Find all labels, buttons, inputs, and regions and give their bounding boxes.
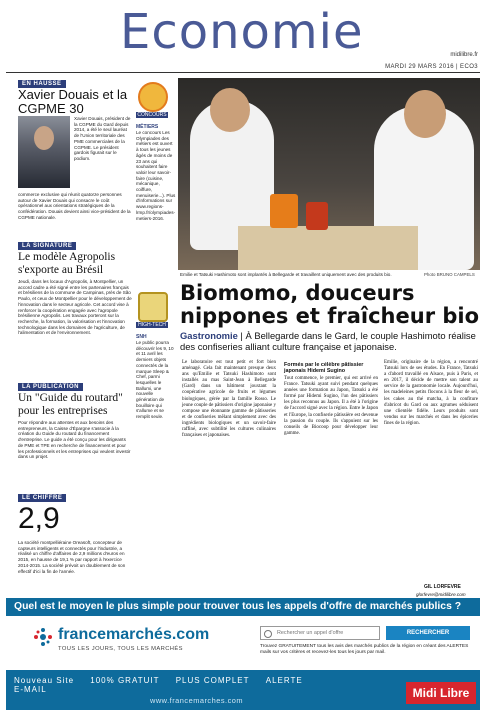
concours-heading: MÉTIERS	[136, 124, 159, 130]
photo-caption: Emilie et Tatsuki Hashimoto sont implantés à Bellegarde et travaillent uniquement avec des produits bio.	[180, 272, 392, 277]
chiffre-number: 2,9	[18, 502, 60, 535]
photo-head-left	[210, 88, 250, 132]
hightech-brief	[136, 334, 176, 420]
hausse-title: Xavier Douais et la CGPME 30	[18, 87, 128, 116]
search-icon	[264, 630, 272, 638]
masthead-rule	[6, 72, 480, 73]
photo-jar-red	[306, 202, 328, 230]
byline: GIL LORFEVRE	[424, 584, 461, 590]
trophy-icon	[138, 82, 168, 112]
concours-text: Le concours Les Olympiades des métiers est ouvert à tous les jeunes âgés de moins de 23 ans qui souhaitent faire valoir leur savoir-faire (cuisine, mécanique, coiffure, menuiserie...). Plus d'informations sur www.regions-lrmp.fr/olympiades-metiers-2016.	[136, 130, 176, 221]
article-column-1: Le laboratoire est tout petit et fort bien aménagé. Cela fait maintenant presque deux ans qu'Emilie et Tatsuki Hashimoto sont installés au mas Saint-Jean à Bellegarde (Gard) dans un bâtiment jouxtant la coopérative agricole de fruits et légumes biologiques, gérée par la famille Rosso. Le jeune couple de pâtissiers d'origine japonaise y compose une étonnante gamme de pâtisseries et de confiseries mêlant simplement avec des ingrédients biologiques et un savoir-faire raffiné, avec subtilité les cultures culinaires françaises et japonaises.	[182, 360, 276, 439]
ad-banner-text: Quel est le moyen le plus simple pour trouver tous les appels d'offre de marchés publics ?	[14, 601, 462, 612]
article-subhead: Formés par le célèbre pâtissier japonais Hidemi Sugino	[284, 362, 364, 374]
flag-logo-icon	[30, 624, 56, 650]
article-kicker: Gastronomie	[180, 330, 238, 341]
section-title: Economie	[120, 4, 364, 60]
hausse-text: Xavier Douais, président de la CGPME du Gard depuis 2014, a été le seul lauréat de l'Union territoriale des PME commerciales de la CGPME. Le président gardois figurait sur le podium.	[74, 116, 131, 161]
concours-brief	[136, 124, 176, 221]
photo-jar-orange	[270, 194, 298, 228]
photo-table	[238, 226, 418, 270]
article-column-3: Emilie, originaire de la région, a rencontré Tatsuki lors de ses études. En France, Tatsuki a d'abord travaillé en Alsace, puis à Paris, et en 2017, il décide de mettre son talent au service de la gastronomie locale. Aujourd'hui, les madeleines petits flocons à la fleur de sel, les cakes au thé matcha, à la confiture d'abricot du Gard ou aux agrumes séduisent une clientèle fidèle. Leurs produits sont vendus sur les marchés et dans les épiceries fines de la région.	[384, 360, 478, 426]
issue-date: MARDI 29 MARS 2016 | ECO3	[385, 64, 478, 70]
ad-url[interactable]: www.francemarches.com	[150, 696, 244, 705]
hightech-label: HIGH-TECH	[136, 322, 168, 328]
ad-feature: PLUS COMPLET	[175, 676, 250, 685]
chip-icon	[138, 292, 168, 322]
concours-label: CONCOURS	[137, 112, 167, 118]
article-photo	[178, 78, 480, 270]
article-standfirst	[180, 330, 480, 352]
photo-credit: Photo BRUNO CAMPELS	[424, 272, 475, 277]
standfirst-text: | À Bellegarde dans le Gard, le couple Hashimoto réalise des confiseries alliant culture française et japonaise.	[180, 330, 476, 352]
signature-title: Le modèle Agropolis s'exporte au Brésil	[18, 251, 116, 276]
ad-feature: 100% GRATUIT	[90, 676, 160, 685]
article-headline: Biomomo, douceurs nippones et fraîcheur bio	[180, 281, 480, 328]
publication-text: Pour répondre aux attentes et aux besoins des entrepreneurs, la Caisse d'Épargne s'associe à la création du Guide du routard du financement d'entreprise. Le guide a été conçu pour les dirigeants de PME et TPE en recherche de financement et pour les professionnels et les entreprises qui veulent investir dans un projet.	[18, 420, 131, 460]
hightech-heading: SNH	[136, 334, 147, 340]
photo-head-right	[404, 90, 446, 138]
site-name: midilibre.fr	[450, 52, 478, 58]
portrait-face	[34, 126, 54, 150]
publication-title: Un "Guide du routard" pour les entreprises	[18, 392, 123, 417]
ad-feature: ALERTE E-MAIL	[14, 676, 303, 694]
publication-tag: LA PUBLICATION	[18, 383, 83, 391]
ad-search-button[interactable]: RECHERCHER	[386, 626, 470, 640]
ad-brand: francemarchés.com	[58, 626, 210, 643]
ad-brand-tagline: TOUS LES JOURS, TOUS LES MARCHÉS	[58, 646, 183, 652]
signature-tag: LA SIGNATURE	[18, 242, 76, 250]
signature-text: Jeudi, dans les locaux d'Agropolis, à Montpellier, un accord cadre a été signé entre les partenaires français et brésiliens de la commune de Campinas, près de São Paulo, et ceux de Montpellier pour le développement de l'innovation dans le secteur agricole. Cet accord vise à renforcer la coopération engagée avec l'agropole brésilienne Agropolis. Les travaux porteront sur la recherche, la formation, la valorisation et l'innovation technologique dans les domaines de l'agriculture, de l'alimentation et de l'environnement.	[18, 279, 132, 336]
ad-footer-features	[14, 676, 314, 694]
byline-email[interactable]: glorfevre@midilibre.com	[416, 592, 466, 597]
hightech-text: Le public pourra découvrir les 9, 10 et 11 avril les derniers objets connectés de la marque Sleep & Chef, parmi lesquelles le Ballumi, une nouvelle génération de bouilloire qui s'allume et se remplit seule.	[136, 340, 174, 420]
chiffre-text: La société montpelliéraine Oreasoft, concepteur de capteurs intelligents et connectés pour l'industrie, a réalisé un chiffre d'affaires de 2,9 millions d'euros en 2015, en hausse de 19,1 % par rapport à l'exercice 2014-2015. La société prévoit un doublement de son effectif d'ici la fin de l'année.	[18, 540, 126, 574]
ad-description: Trouvez GRATUITEMENT tous les avis des marchés publics de la région en créant des ALERTES mails sur vos critères et recevez-les tous les jours par mail.	[260, 644, 469, 655]
chiffre-tag: LE CHIFFRE	[18, 494, 66, 502]
ad-feature: Nouveau Site	[14, 676, 75, 685]
hausse-text-continued: commerce exclusive qui réunit quatorze personnes autour de Xavier Douais qui consacre le coût opérationnel aux orientations stratégiques de la confédération. Douais devient ainsi vice-président de la CGPME nationale.	[18, 192, 131, 220]
midilibre-logo: Midi Libre	[406, 682, 476, 704]
ad-search-input[interactable]	[260, 626, 380, 640]
article-column-2-text: Tout commence, le premier, qui est arrivé en France. Tatsuki ayant suivi pendant quelques années une formation au Japon, Tatsuki a été formé par Hidemi Sugino, l'un des pâtissiers les plus reconnus au Japon. Il a été à l'origine de l'accord signé avec la région. Entre le Japon et l'Europe, la confiserie pâtissière est devenue la passion du couple. Ils s'appuient sur les conseils de Biocoop pour développer leur gamme.	[284, 376, 378, 436]
article-column-2	[284, 360, 378, 437]
hausse-tag: EN HAUSSE	[18, 80, 66, 88]
